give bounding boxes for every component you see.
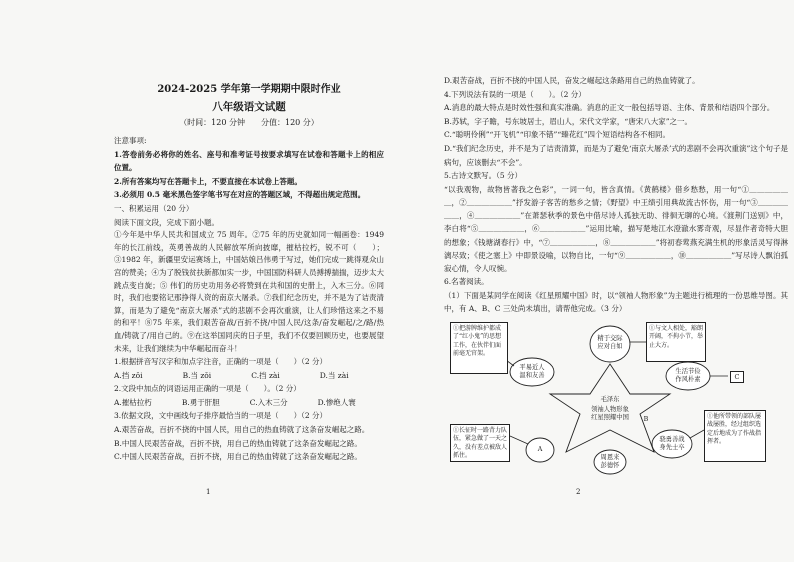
- node-center: 毛泽东: [600, 395, 620, 403]
- q2-option-a: A.摧枯拉朽: [114, 397, 152, 407]
- notice-3: 3.必须用 0.5 毫米黑色签字笔书写在对应的答题区域，不得超出规定范围。: [114, 190, 366, 200]
- note-box-top-left: ①把游牌维护都成了“红小鬼”的思想工作，在伙伴们面前毫无官架。: [450, 322, 508, 374]
- notice-2: 2.所有答案均写在答题卡上，不要直接在本试卷上答题。: [114, 176, 302, 186]
- q3-option-c: C.中国人民艰苦奋战，百折不挠，用自己的热血铸就了这条奋发崛起之路。: [114, 452, 362, 462]
- q5-text: “以我观物，故物皆著我之色彩”，一词一句，皆含真情。《黄鹤楼》借乡愁愁，用一句“①＿＿＿＿＿＿，②＿＿＿＿＿＿”抒发游子客苦的愁乡之情；《野望》中王绩引用典故流古怀伤，用一句“③＿＿＿＿＿＿，④＿＿＿＿＿＿”在萧瑟秋季的景色中借尽诗人孤独无助、徘徊无聊的心境。《渡荆门送别》中，李白将“⑤＿＿＿＿＿＿，⑥＿＿＿＿＿＿”运用比喻，描写楚地江水澄澈水雾奇观，尽显作者奇特大胆的想象；《钱塘湖春行》中，“⑦＿＿＿＿＿＿，⑧＿＿＿＿＿＿”将初春莺燕充满生机的形象活灵写得淋漓尽致；《使之塞上》中即景设喻，以物自比，一句“⑨＿＿＿＿＿＿，⑩＿＿＿＿＿＿”写尽诗人飘泊孤寂心情，令人叹惋。: [444, 184, 788, 273]
- note-box-top-right: ①与文人相处，豁朗开阔，不拘小节，举止大方。: [646, 322, 706, 362]
- node-a: A: [537, 445, 543, 453]
- q2-option-b: B.勇于肝胆: [181, 397, 220, 407]
- q1-option-d: D.当 zài: [319, 370, 349, 380]
- exam-subtitle: 八年级语文试题: [212, 101, 286, 113]
- question-6-1: （1）下面是某同学在阅读《红星照耀中国》时，以“领袖人物形象”为主题进行梳理的一份思维导图。其中，有 A、B、C 三处尚未填出，请帮他完成。（3 分）: [444, 290, 788, 314]
- q4-option-a: A.消息的最大特点是时效性强和真实准确。消息的正文一般包括导语、主体、背景和结语四个部分。: [444, 103, 775, 113]
- question-6: 6.名著阅读。: [444, 277, 489, 287]
- node-right: 生活节俭 作风朴素: [675, 367, 701, 383]
- q4-option-d: D.“我们纪念历史，并不是为了诘责清算，而是为了避免‘南京大屠杀’式的悲剧不会再次重演”这个句子是病句，应该删去“不会”。: [444, 143, 788, 167]
- q1-option-b: B.当 zǒi: [182, 370, 212, 380]
- passage: ①今年是中华人民共和国成立 75 周年。②75 年的历史就如同一幅画卷：1949 年的长江前线，英勇善战的人民解放军所向披靡，摧枯拉朽，锐不可（ ）；③1982 年，新疆里安运赛场上，中国姑娘吕伟勇于写过，她们完成一跳得观众山宫的赞美；④为了脱钱贫扶新都加实一步，中国国防科研人员搏搏揣揣，迈步太大跳点变自旋；⑤ 伟们的历史功用务必将赞到在共和国的史册上，入木三分。⑥同时，我们也要铭记那挣得人资的南京大屠杀。⑦我们纪念历史，并不是为了诘责清算，而是为了避免“南京大屠杀”式的悲剧不会再次重演，让人们珍惜这来之不易的和平！⑧75 年来，我们艰苦奋战/百折不挠/中国人民/这条/奋发崛起/之/路/热血/铸就了/用自己的。⑨在这举国同庆的日子里，我们不仅要回顾历史，也要展望未来，让我们继续为中华崛起而奋斗！: [114, 230, 384, 353]
- page-number-1: 1: [206, 488, 211, 496]
- node-bottom: 周恩来 彭德怀: [600, 453, 620, 469]
- question-1: 1.根据拼音写汉字和加点字注音，正确的一项是（ ）（2 分）: [114, 357, 328, 367]
- note-box-bottom-left: ①长征时一路背力队伍，紧急做了一天之久，没有差点被敌人抓住。: [450, 424, 510, 462]
- q1-option-a: A.挡 zǒi: [114, 370, 143, 380]
- mind-map-diagram: [444, 320, 776, 480]
- q2-option-c: C.入木三分: [249, 397, 288, 407]
- node-top: 精于交际 应对自如: [597, 334, 623, 350]
- page-number-2: 2: [576, 488, 581, 496]
- node-center-title: 领袖人物形象 红星照耀中国: [591, 405, 629, 421]
- question-5: 5.古诗文默写。（5 分）: [444, 171, 523, 181]
- section-1-heading: 一、积累运用（20 分）: [114, 203, 194, 213]
- right-page: [404, 0, 794, 562]
- exam-title: 2024-2025 学年第一学期期中限时作业: [157, 84, 341, 95]
- q4-option-c: C.“聪明伶俐”“开飞机”“印象不错”“臻花红”四个短语结构各不相同。: [444, 130, 671, 140]
- blank-b: B: [643, 415, 649, 423]
- q4-option-b: B.苏轼，字子瞻，号东坡居士，眉山人，宋代文学家，“唐宋八大家”之一。: [444, 116, 693, 126]
- note-box-bottom-right: ①他所带领的部队屡战屡胜，经过组织选定后地成为了作战指挥者。: [704, 410, 766, 462]
- node-left: 平易近人 温和友善: [519, 363, 545, 379]
- question-1-options: [114, 369, 384, 383]
- q2-option-d: D.惨绝人寰: [317, 397, 356, 407]
- q3-option-d: D.艰苦奋战，百折不挠的中国人民，奋发之崛起这条路用自己的热血铸就了。: [444, 76, 700, 85]
- blank-c: C: [730, 371, 744, 383]
- question-2: 2.文段中加点的词语运用正确的一项是（ ）。（2 分）: [114, 384, 301, 394]
- notice-heading: 注意事项:: [114, 136, 147, 145]
- q3-option-a: A.艰苦奋战，百折不挠的中国人民，用自己的热血铸就了这条奋发崛起之路。: [114, 425, 370, 435]
- exam-meta: （时间：120 分钟 分值：120 分）: [179, 118, 319, 127]
- question-3: 3.依据文段，文中画线句子排序最恰当的一项是（ ）（2 分）: [114, 411, 328, 421]
- question-2-options: [114, 396, 384, 410]
- notice-1: 1.答卷前务必将你的姓名、座号和准考证号按要求填写在试卷和答题卡上的相应位置。: [114, 149, 384, 173]
- q3-option-b: B.中国人民艰苦奋战，百折不挠，用自己的热血铸就了这条奋发崛起之路。: [114, 438, 362, 448]
- instruction: 阅读下面文段，完成下面小题。: [114, 217, 219, 227]
- q1-option-c: C.挡 zài: [251, 370, 280, 380]
- question-4: 4.下列说法有误的一项是（ ）。（2 分）: [444, 89, 586, 99]
- node-bottom-right: 骁勇善战 身先士卒: [659, 435, 685, 451]
